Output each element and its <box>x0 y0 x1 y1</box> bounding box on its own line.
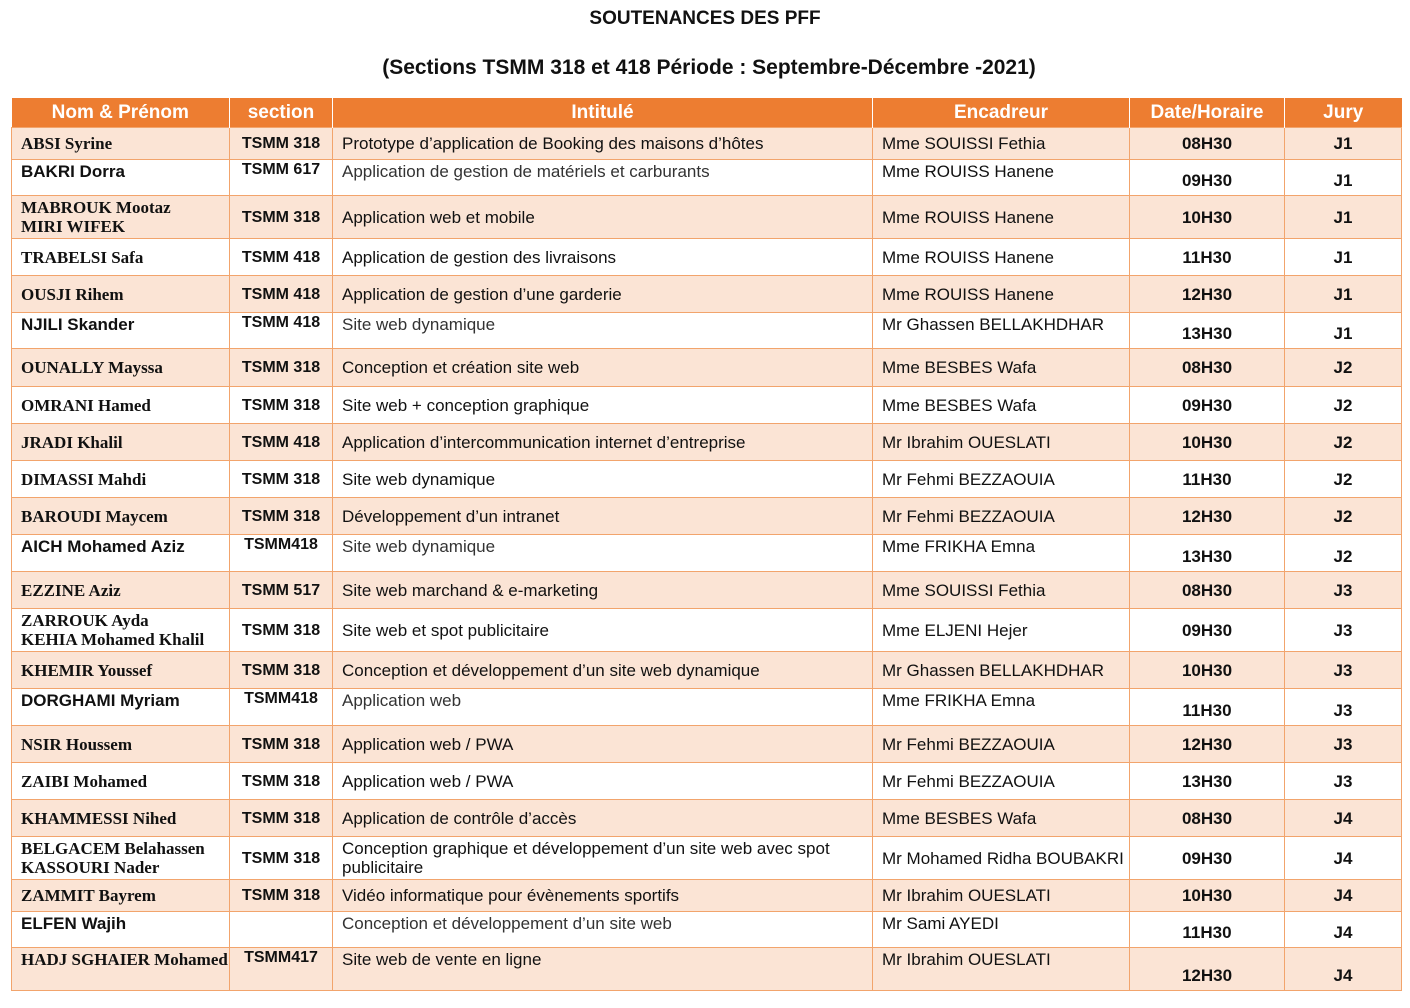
cell-encadreur: Mme BESBES Wafa <box>873 349 1130 387</box>
cell-name: KHEMIR Youssef <box>12 652 230 689</box>
cell-encadreur: Mme SOUISSI Fethia <box>873 572 1130 609</box>
cell-time: 11H30 <box>1130 239 1285 276</box>
cell-time: 09H30 <box>1130 387 1285 424</box>
cell-intitule: Vidéo informatique pour évènements sportifs <box>333 880 873 912</box>
header-encadreur: Encadreur <box>873 98 1130 128</box>
cell-name: OMRANI Hamed <box>12 387 230 424</box>
header-intitule: Intitulé <box>333 98 873 128</box>
table-row <box>12 609 1402 652</box>
cell-encadreur: Mr Sami AYEDI <box>873 912 1130 948</box>
cell-intitule: Conception et création site web <box>333 349 873 387</box>
cell-section: TSMM 318 <box>230 196 333 239</box>
cell-name: BAKRI Dorra <box>12 160 230 196</box>
table-row <box>12 689 1402 726</box>
cell-intitule: Application de contrôle d’accès <box>333 800 873 837</box>
cell-name: HADJ SGHAIER Mohamed <box>12 948 230 991</box>
cell-name: AICH Mohamed Aziz <box>12 535 230 572</box>
cell-time: 09H30 <box>1130 609 1285 652</box>
cell-name: ZAMMIT Bayrem <box>12 880 230 912</box>
cell-jury: J1 <box>1285 196 1402 239</box>
cell-section: TSMM 318 <box>230 652 333 689</box>
cell-encadreur: Mr Ghassen BELLAKHDHAR <box>873 652 1130 689</box>
cell-jury: J3 <box>1285 609 1402 652</box>
cell-intitule: Conception et développement d’un site web dynamique <box>333 652 873 689</box>
cell-section: TSMM 517 <box>230 572 333 609</box>
cell-jury: J2 <box>1285 535 1402 572</box>
cell-jury: J2 <box>1285 349 1402 387</box>
cell-section: TSMM 418 <box>230 239 333 276</box>
cell-time: 11H30 <box>1130 689 1285 726</box>
cell-intitule: Application web / PWA <box>333 726 873 763</box>
cell-encadreur: Mme BESBES Wafa <box>873 387 1130 424</box>
cell-time: 10H30 <box>1130 196 1285 239</box>
cell-name: ABSI Syrine <box>12 128 230 160</box>
cell-intitule: Application de gestion des livraisons <box>333 239 873 276</box>
cell-section: TSMM 318 <box>230 609 333 652</box>
cell-jury: J1 <box>1285 313 1402 349</box>
cell-jury: J2 <box>1285 461 1402 498</box>
cell-time: 09H30 <box>1130 837 1285 880</box>
cell-section: TSMM418 <box>230 535 333 572</box>
cell-jury: J3 <box>1285 763 1402 800</box>
table-row <box>12 572 1402 609</box>
cell-jury: J1 <box>1285 239 1402 276</box>
cell-jury: J1 <box>1285 276 1402 313</box>
cell-time: 10H30 <box>1130 424 1285 461</box>
cell-name: OUNALLY Mayssa <box>12 349 230 387</box>
cell-section: TSMM 318 <box>230 498 333 535</box>
cell-time: 08H30 <box>1130 128 1285 160</box>
table-row <box>12 387 1402 424</box>
cell-jury: J3 <box>1285 652 1402 689</box>
cell-intitule: Site web dynamique <box>333 535 873 572</box>
header-date-horaire: Date/Horaire <box>1130 98 1285 128</box>
cell-jury: J3 <box>1285 726 1402 763</box>
cell-time: 08H30 <box>1130 800 1285 837</box>
cell-name: BAROUDI Maycem <box>12 498 230 535</box>
cell-time: 13H30 <box>1130 313 1285 349</box>
table-row <box>12 837 1402 880</box>
table-row <box>12 800 1402 837</box>
cell-time: 11H30 <box>1130 461 1285 498</box>
table-row <box>12 498 1402 535</box>
cell-encadreur: Mr Ghassen BELLAKHDHAR <box>873 313 1130 349</box>
table-row <box>12 726 1402 763</box>
cell-name: NSIR Houssem <box>12 726 230 763</box>
cell-intitule: Conception graphique et développement d’un site web avec spot publicitaire <box>333 837 873 880</box>
cell-name: BELGACEM Belahassen KASSOURI Nader <box>12 837 230 880</box>
cell-time: 12H30 <box>1130 498 1285 535</box>
cell-jury: J1 <box>1285 160 1402 196</box>
cell-encadreur: Mr Mohamed Ridha BOUBAKRI <box>873 837 1130 880</box>
cell-section: TSMM 318 <box>230 837 333 880</box>
table-header-row <box>12 98 1402 128</box>
cell-encadreur: Mme ROUISS Hanene <box>873 239 1130 276</box>
cell-section: TSMM 318 <box>230 880 333 912</box>
table-row <box>12 196 1402 239</box>
cell-name: NJILI Skander <box>12 313 230 349</box>
cell-section: TSMM 418 <box>230 313 333 349</box>
cell-section: TSMM418 <box>230 689 333 726</box>
cell-section: TSMM 318 <box>230 128 333 160</box>
cell-time: 08H30 <box>1130 349 1285 387</box>
cell-intitule: Application de gestion de matériels et carburants <box>333 160 873 196</box>
cell-encadreur: Mme ROUISS Hanene <box>873 196 1130 239</box>
cell-name: KHAMMESSI Nihed <box>12 800 230 837</box>
table-row <box>12 535 1402 572</box>
cell-encadreur: Mme ELJENI Hejer <box>873 609 1130 652</box>
cell-time: 08H30 <box>1130 572 1285 609</box>
cell-intitule: Prototype d’application de Booking des maisons d’hôtes <box>333 128 873 160</box>
cell-intitule: Site web + conception graphique <box>333 387 873 424</box>
table-row <box>12 128 1402 160</box>
cell-section: TSMM 418 <box>230 276 333 313</box>
cell-jury: J4 <box>1285 912 1402 948</box>
cell-name: ELFEN Wajih <box>12 912 230 948</box>
cell-section: TSMM 318 <box>230 800 333 837</box>
cell-name: EZZINE Aziz <box>12 572 230 609</box>
cell-time: 13H30 <box>1130 763 1285 800</box>
cell-section: TSMM 318 <box>230 726 333 763</box>
cell-name: JRADI Khalil <box>12 424 230 461</box>
cell-encadreur: Mr Ibrahim OUESLATI <box>873 424 1130 461</box>
cell-intitule: Développement d’un intranet <box>333 498 873 535</box>
cell-intitule: Application web <box>333 689 873 726</box>
table-row <box>12 652 1402 689</box>
cell-jury: J2 <box>1285 424 1402 461</box>
cell-section <box>230 912 333 948</box>
cell-name: ZAIBI Mohamed <box>12 763 230 800</box>
cell-intitule: Application de gestion d’une garderie <box>333 276 873 313</box>
cell-encadreur: Mme FRIKHA Emna <box>873 535 1130 572</box>
cell-name: DIMASSI Mahdi <box>12 461 230 498</box>
cell-jury: J4 <box>1285 800 1402 837</box>
cell-intitule: Site web marchand & e-marketing <box>333 572 873 609</box>
cell-intitule: Application d’intercommunication internet d’entreprise <box>333 424 873 461</box>
cell-encadreur: Mme ROUISS Hanene <box>873 160 1130 196</box>
table-row <box>12 880 1402 912</box>
cell-section: TSMM 617 <box>230 160 333 196</box>
cell-intitule: Site web dynamique <box>333 313 873 349</box>
cell-intitule: Conception et développement d’un site web <box>333 912 873 948</box>
cell-jury: J3 <box>1285 572 1402 609</box>
cell-section: TSMM 318 <box>230 763 333 800</box>
cell-section: TSMM 418 <box>230 424 333 461</box>
cell-encadreur: Mr Fehmi BEZZAOUIA <box>873 763 1130 800</box>
table-row <box>12 424 1402 461</box>
cell-encadreur: Mr Fehmi BEZZAOUIA <box>873 461 1130 498</box>
table-row <box>12 313 1402 349</box>
cell-time: 13H30 <box>1130 535 1285 572</box>
cell-intitule: Application web et mobile <box>333 196 873 239</box>
table-row <box>12 160 1402 196</box>
cell-intitule: Site web de vente en ligne <box>333 948 873 991</box>
cell-jury: J2 <box>1285 387 1402 424</box>
header-name: Nom & Prénom <box>12 98 230 128</box>
document-title: SOUTENANCES DES PFF <box>589 8 821 29</box>
cell-time: 10H30 <box>1130 880 1285 912</box>
table-row <box>12 912 1402 948</box>
document-subtitle: (Sections TSMM 318 et 418 Période : Septembre-Décembre -2021) <box>382 56 1036 79</box>
table-row <box>12 763 1402 800</box>
cell-intitule: Site web et spot publicitaire <box>333 609 873 652</box>
cell-time: 11H30 <box>1130 912 1285 948</box>
cell-encadreur: Mme FRIKHA Emna <box>873 689 1130 726</box>
cell-intitule: Site web dynamique <box>333 461 873 498</box>
cell-time: 12H30 <box>1130 948 1285 991</box>
cell-jury: J4 <box>1285 948 1402 991</box>
table-body <box>12 128 1402 991</box>
cell-jury: J2 <box>1285 498 1402 535</box>
cell-encadreur: Mme BESBES Wafa <box>873 800 1130 837</box>
table-row <box>12 948 1402 991</box>
header-section: section <box>230 98 333 128</box>
cell-encadreur: Mr Fehmi BEZZAOUIA <box>873 726 1130 763</box>
cell-encadreur: Mr Ibrahim OUESLATI <box>873 880 1130 912</box>
cell-jury: J4 <box>1285 837 1402 880</box>
schedule-table <box>11 98 1402 991</box>
cell-time: 12H30 <box>1130 276 1285 313</box>
table-row <box>12 239 1402 276</box>
cell-time: 09H30 <box>1130 160 1285 196</box>
cell-encadreur: Mr Fehmi BEZZAOUIA <box>873 498 1130 535</box>
cell-time: 12H30 <box>1130 726 1285 763</box>
cell-intitule: Application web / PWA <box>333 763 873 800</box>
cell-section: TSMM 318 <box>230 349 333 387</box>
cell-encadreur: Mme SOUISSI Fethia <box>873 128 1130 160</box>
header-jury: Jury <box>1285 98 1402 128</box>
table-row <box>12 461 1402 498</box>
cell-name: OUSJI Rihem <box>12 276 230 313</box>
cell-jury: J4 <box>1285 880 1402 912</box>
cell-encadreur: Mr Ibrahim OUESLATI <box>873 948 1130 991</box>
table-row <box>12 276 1402 313</box>
cell-name: TRABELSI Safa <box>12 239 230 276</box>
cell-time: 10H30 <box>1130 652 1285 689</box>
cell-jury: J1 <box>1285 128 1402 160</box>
table-row <box>12 349 1402 387</box>
cell-section: TSMM417 <box>230 948 333 991</box>
cell-section: TSMM 318 <box>230 387 333 424</box>
cell-jury: J3 <box>1285 689 1402 726</box>
cell-encadreur: Mme ROUISS Hanene <box>873 276 1130 313</box>
cell-section: TSMM 318 <box>230 461 333 498</box>
cell-name: MABROUK Mootaz MIRI WIFEK <box>12 196 230 239</box>
cell-name: ZARROUK Ayda KEHIA Mohamed Khalil <box>12 609 230 652</box>
cell-name: DORGHAMI Myriam <box>12 689 230 726</box>
